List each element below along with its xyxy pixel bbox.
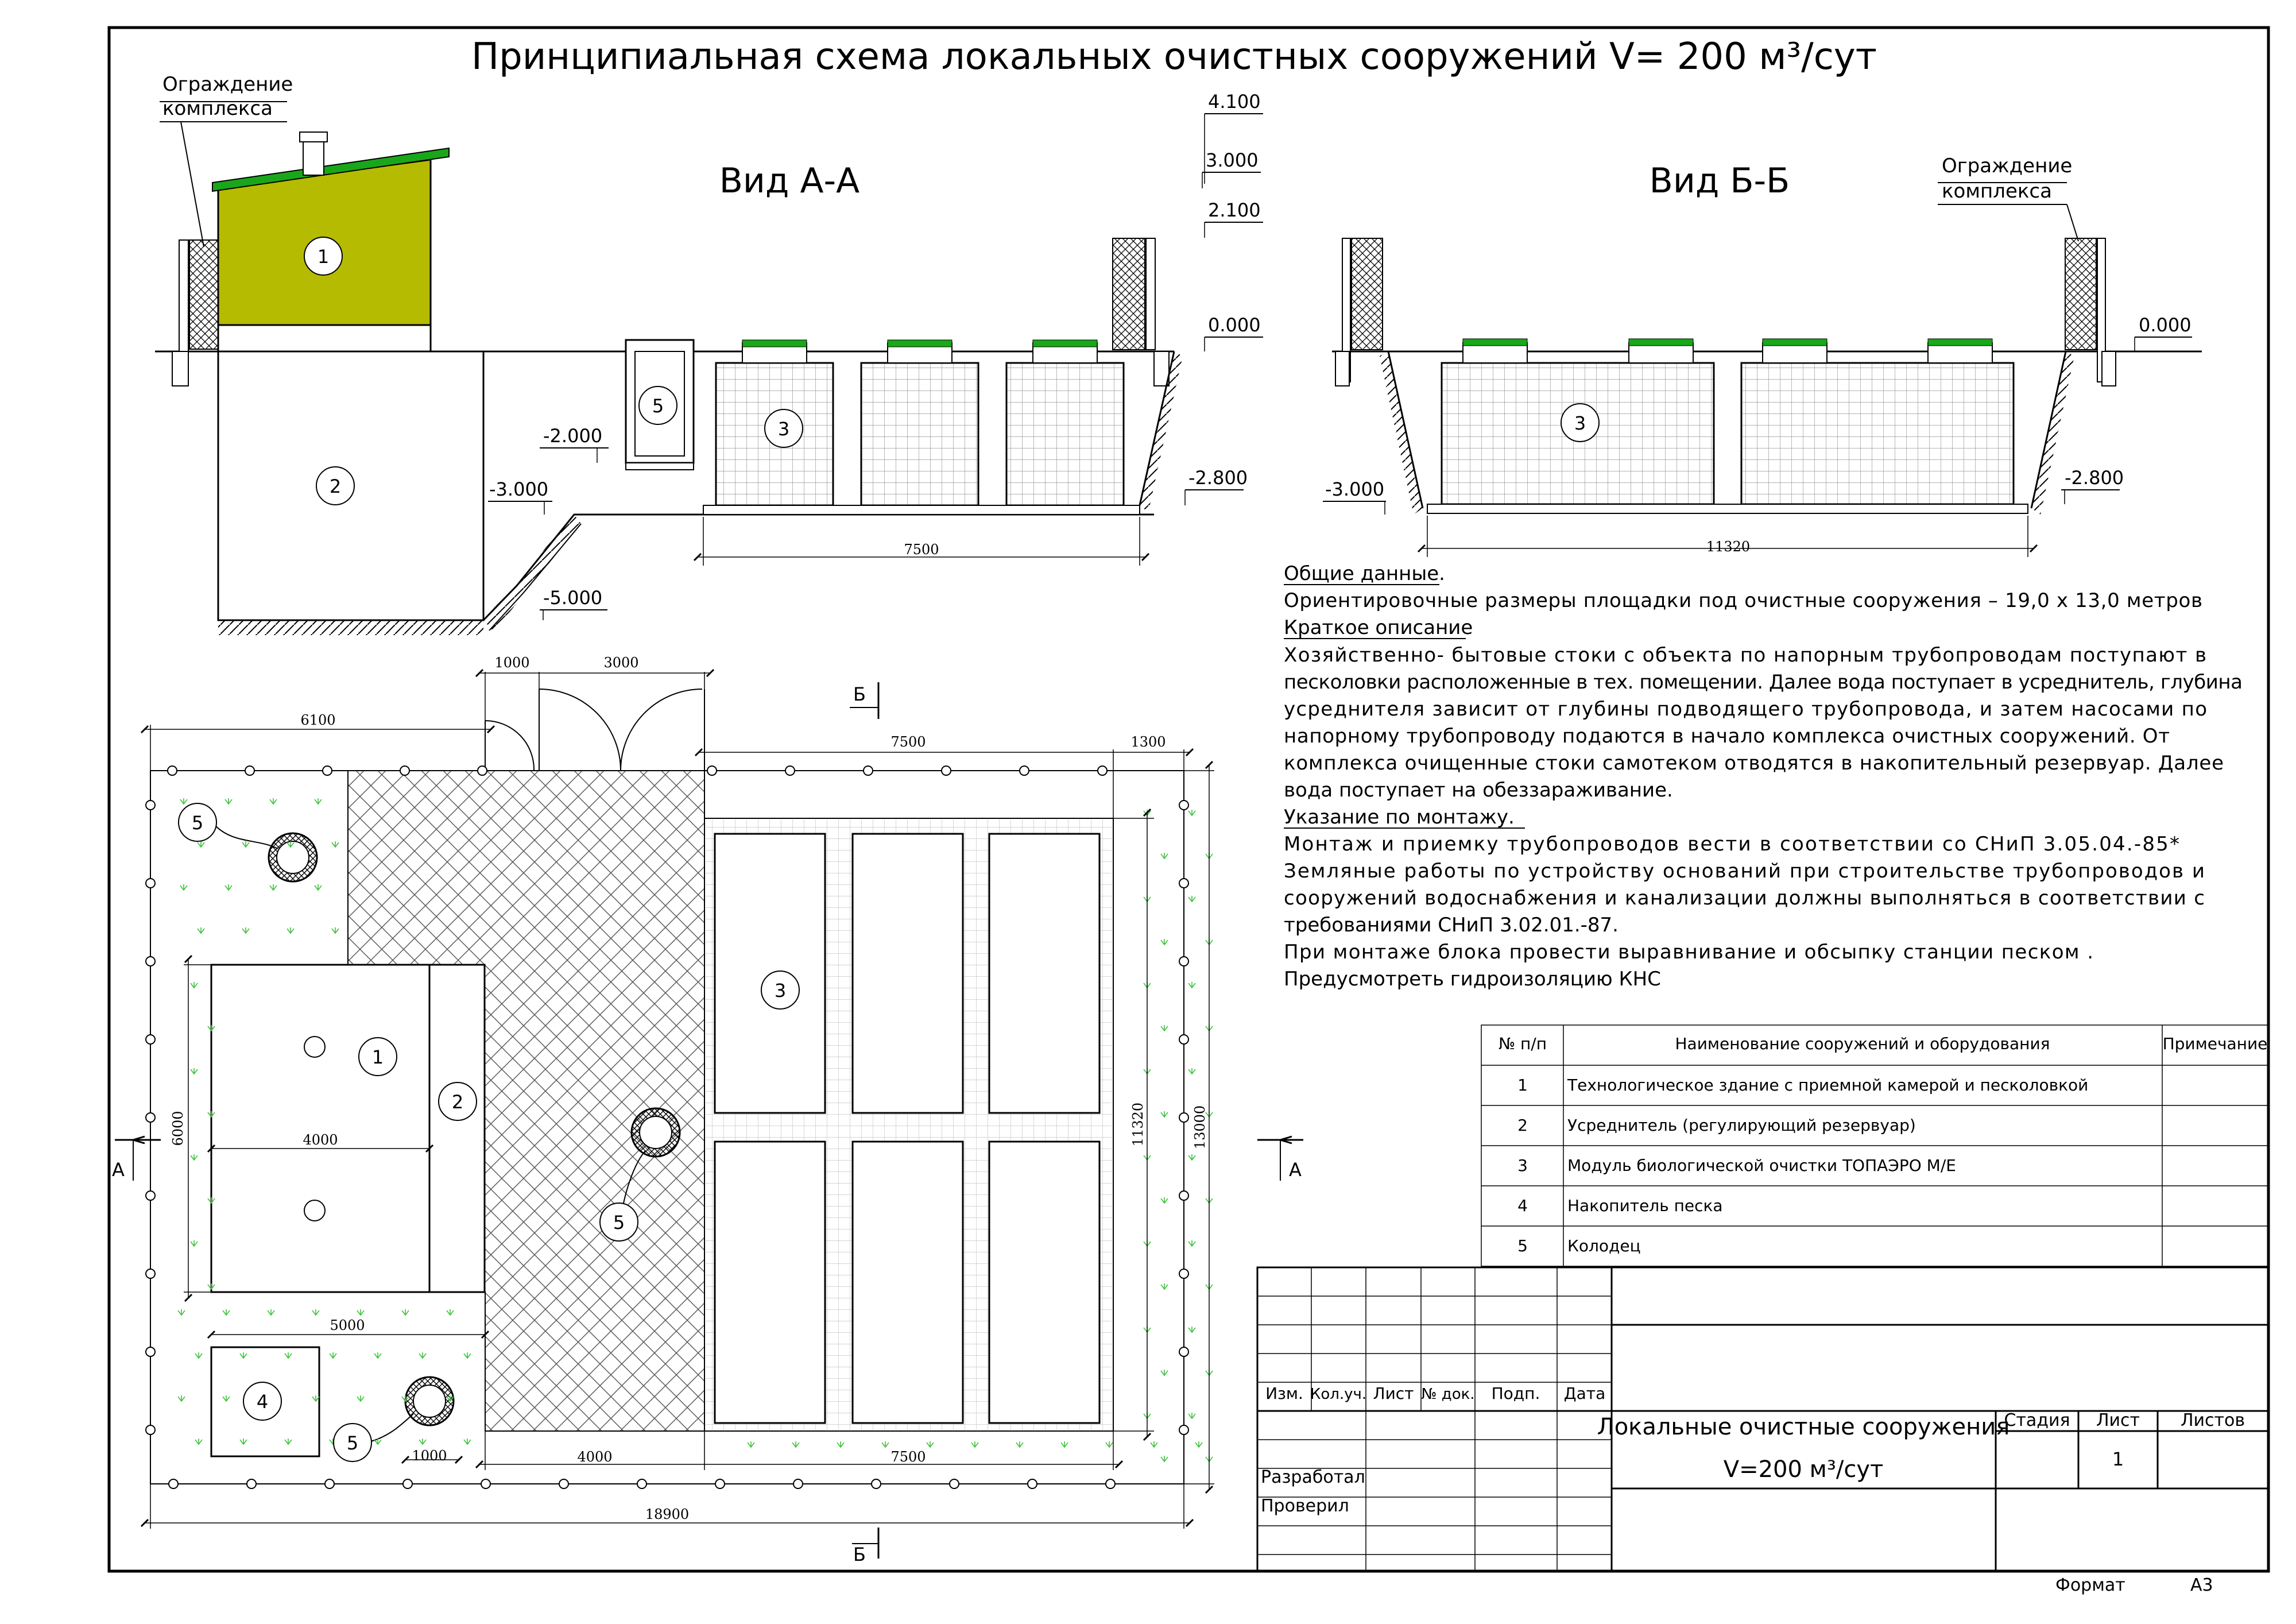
building-1-plan <box>211 965 485 1292</box>
plan-marker-5a <box>179 803 216 841</box>
module-base-slab <box>703 505 1140 515</box>
grass-mark <box>191 1240 198 1246</box>
fence-post <box>637 1479 646 1488</box>
grass-mark <box>1161 853 1168 859</box>
module-lid <box>742 340 807 347</box>
svg-text:5: 5 <box>191 812 204 834</box>
grass-mark <box>402 1309 409 1315</box>
format-value: А3 <box>2190 1575 2213 1595</box>
dim-4000-bldg: 4000 <box>303 1132 338 1148</box>
grass-mark <box>198 927 204 933</box>
mount-line: требованиями СНиП 3.02.01.-87. <box>1284 914 1619 937</box>
fence-post <box>1179 1191 1188 1200</box>
svg-text:3: 3 <box>774 980 787 1002</box>
module-base-slab-bb <box>1427 504 2028 513</box>
grass-mark <box>1188 1413 1195 1418</box>
spec-table <box>1481 1025 2268 1266</box>
fence-post <box>146 1347 155 1356</box>
tb-checked: Проверил <box>1261 1496 1349 1516</box>
svg-text:2: 2 <box>451 1091 464 1113</box>
grass-mark <box>374 1352 381 1358</box>
grass-mark <box>312 1309 319 1315</box>
fence-post <box>325 1479 334 1488</box>
dim-11320: 11320 <box>1130 1102 1146 1147</box>
notes-heading-mount: Указание по монтажу. <box>1284 806 1515 829</box>
grass-mark <box>330 1352 336 1358</box>
svg-text:3: 3 <box>777 418 790 440</box>
fence-post <box>245 766 254 775</box>
fence-post <box>323 766 332 775</box>
section-cut-a-left <box>112 1140 161 1181</box>
grass-mark <box>287 927 294 933</box>
fence-post <box>1028 1479 1037 1488</box>
fence-post <box>146 1269 155 1278</box>
view-bb-title: Вид Б-Б <box>1649 161 1790 201</box>
grass-mark <box>225 798 232 804</box>
svg-text:1: 1 <box>317 246 330 268</box>
svg-text:0.000: 0.000 <box>2139 314 2192 336</box>
tb-col-kolich: Кол.уч. <box>1310 1386 1367 1403</box>
svg-text:3: 3 <box>1574 412 1586 434</box>
grass-mark <box>198 841 204 847</box>
svg-text:-2.800: -2.800 <box>1188 467 1248 489</box>
spec-row-name: Накопитель песка <box>1567 1196 1723 1215</box>
grass-mark <box>882 1441 889 1447</box>
desc-line: комплекса очищенные стоки самотеком отводятся в накопительный резервуар. Далее <box>1284 752 2224 775</box>
dim-7500-top: 7500 <box>890 734 926 750</box>
grass-mark <box>1188 810 1195 815</box>
view-bb <box>1323 154 2202 557</box>
svg-text:А: А <box>112 1159 125 1181</box>
fence-label-bb-2: комплекса <box>1942 180 2052 203</box>
module-lid <box>1928 339 1992 346</box>
grass-mark <box>927 1441 934 1447</box>
dim-1000-top: 1000 <box>494 655 530 671</box>
fence-post <box>481 1479 490 1488</box>
view-aa-title: Вид А-А <box>719 161 860 201</box>
mount-line: Предусмотреть гидроизоляцию КНС <box>1284 968 1661 991</box>
spec-row-name: Технологическое здание с приемной камерой и песколовкой <box>1567 1076 2089 1095</box>
spec-row-name: Колодец <box>1567 1236 1641 1255</box>
grass-mark <box>1161 1283 1168 1289</box>
marker-aa-2 <box>316 467 354 505</box>
spec-row-no: 2 <box>1517 1116 1528 1135</box>
dim-7500-bottom: 7500 <box>890 1449 926 1465</box>
grass-mark <box>1106 1441 1113 1447</box>
module-lid <box>1463 339 1527 346</box>
fence-post <box>1179 1035 1188 1044</box>
level-marks-aa <box>488 91 1263 620</box>
desc-line: вода поступает на обеззараживание. <box>1284 779 1673 802</box>
fence-post <box>1098 766 1107 775</box>
fence-post <box>478 766 487 775</box>
module-3-bb-b <box>1741 363 2014 504</box>
grass-mark <box>242 841 249 847</box>
site-plan <box>112 655 1303 1565</box>
fence-post <box>1179 801 1188 810</box>
plan-marker-2 <box>439 1082 477 1120</box>
fence-post <box>146 1035 155 1044</box>
grass-mark <box>837 1441 844 1447</box>
tb-sheet: Лист <box>2096 1410 2140 1430</box>
grass-mark <box>464 1439 471 1444</box>
mount-line: сооружений водоснабжения и канализации должны выполняться в соответствии с <box>1284 887 2205 910</box>
grass-mark <box>223 1309 230 1315</box>
grass-mark <box>180 798 187 804</box>
fence-post <box>872 1479 881 1488</box>
grass-mark <box>1161 1025 1168 1031</box>
spec-row-no: 4 <box>1517 1196 1528 1215</box>
tb-sheets: Листов <box>2180 1410 2245 1430</box>
svg-text:А: А <box>1289 1159 1302 1181</box>
spec-row-no: 5 <box>1517 1236 1528 1255</box>
grass-mark <box>268 1309 274 1315</box>
grass-mark <box>178 1309 185 1315</box>
marker-aa-3 <box>765 409 803 447</box>
fence-post <box>1179 1113 1188 1122</box>
grass-mark <box>180 884 187 890</box>
svg-text:5: 5 <box>346 1432 359 1454</box>
dim-6100: 6100 <box>300 712 336 728</box>
desc-line: Хозяйственно- бытовые стоки с объекта по напорным трубопроводам поступают в <box>1284 644 2206 667</box>
plan-marker-1 <box>359 1038 397 1076</box>
section-cut-a-right <box>1257 1140 1303 1181</box>
grass-mark <box>270 884 277 890</box>
dim-aa-7500: 7500 <box>904 542 939 558</box>
fence-post <box>942 766 951 775</box>
fence-post <box>707 766 717 775</box>
notes-heading-general: Общие данные. <box>1284 562 1445 585</box>
svg-text:Б: Б <box>853 1544 866 1565</box>
marker-bb-3 <box>1561 404 1599 442</box>
grass-mark <box>1188 1068 1195 1074</box>
grass-mark <box>332 841 339 847</box>
dim-13000: 13000 <box>1192 1105 1208 1150</box>
grass-mark <box>195 1352 202 1358</box>
fence-label-aa-1: Ограждение <box>162 73 293 96</box>
tb-col-date: Дата <box>1563 1384 1606 1403</box>
svg-text:5: 5 <box>613 1212 625 1234</box>
fence-post <box>1179 1347 1188 1356</box>
fence-post <box>400 766 409 775</box>
dim-18900: 18900 <box>645 1506 690 1522</box>
fence-post <box>146 801 155 810</box>
tb-stage: Стадия <box>2004 1410 2070 1430</box>
svg-text:2: 2 <box>329 475 342 497</box>
dim-5000: 5000 <box>330 1317 365 1333</box>
plan-marker-3 <box>761 971 799 1009</box>
grass-mark <box>1161 1456 1168 1461</box>
grass-mark <box>191 982 198 988</box>
fence-post <box>1020 766 1029 775</box>
mount-line: Земляные работы по устройству оснований при строительстве трубопроводов и <box>1284 860 2205 883</box>
grass-mark <box>315 798 322 804</box>
svg-text:5: 5 <box>652 395 664 417</box>
svg-text:-2.800: -2.800 <box>2065 467 2124 489</box>
fence-post <box>169 1479 178 1488</box>
spec-row-no: 1 <box>1517 1076 1528 1095</box>
grass-mark <box>1188 1154 1195 1160</box>
grass-mark <box>191 1068 198 1074</box>
fence-post <box>146 879 155 888</box>
grass-mark <box>1188 1240 1195 1246</box>
grass-mark <box>270 798 277 804</box>
grass-mark <box>1195 1441 1202 1447</box>
dim-1000-bottom: 1000 <box>412 1448 447 1464</box>
svg-text:4.100: 4.100 <box>1208 91 1261 113</box>
fence-post <box>403 1479 412 1488</box>
svg-text:0.000: 0.000 <box>1208 314 1261 336</box>
grass-mark <box>225 884 232 890</box>
grass-mark <box>1188 982 1195 988</box>
grass-mark <box>195 1439 202 1444</box>
spec-header-no: № п/п <box>1498 1034 1547 1053</box>
module-lid <box>1629 339 1693 346</box>
title-block <box>1257 1267 2268 1571</box>
grass-mark <box>332 927 339 933</box>
grass-mark <box>447 1309 454 1315</box>
svg-text:2.100: 2.100 <box>1208 199 1261 221</box>
svg-text:Б: Б <box>853 683 866 705</box>
tb-col-doc: № док. <box>1421 1386 1475 1403</box>
fence-post <box>1179 879 1188 888</box>
spec-row-no: 3 <box>1517 1156 1528 1175</box>
fence-post <box>1106 1479 1115 1488</box>
fence-post <box>146 1425 155 1434</box>
plan-marker-5c <box>334 1424 371 1461</box>
grass-mark <box>748 1441 754 1447</box>
grass-mark <box>242 927 249 933</box>
grass-mark <box>1161 1111 1168 1117</box>
marker-aa-1 <box>304 237 342 275</box>
grass-mark <box>191 1154 198 1160</box>
tb-name-1: Локальные очистные сооружения <box>1597 1414 2010 1440</box>
fence-post <box>1179 1269 1188 1278</box>
tb-developed: Разработал <box>1261 1467 1365 1487</box>
dim-bb-11320: 11320 <box>1706 539 1751 555</box>
fence-post <box>1179 1425 1188 1434</box>
fence-post <box>785 766 795 775</box>
grass-mark <box>357 1395 364 1401</box>
svg-text:-3.000: -3.000 <box>1325 478 1385 500</box>
fence-post <box>864 766 873 775</box>
format-label: Формат <box>2055 1575 2125 1595</box>
grass-mark <box>357 1309 364 1315</box>
fence-label-aa-2: комплекса <box>162 97 273 120</box>
chimney <box>303 141 324 175</box>
svg-text:4: 4 <box>256 1391 269 1413</box>
tb-name-2: V=200 м³/сут <box>1723 1456 1884 1483</box>
fence-label-bb-1: Ограждение <box>1942 154 2073 177</box>
spec-row-name: Модуль биологической очистки ТОПАЭРО М/Е <box>1567 1156 1956 1175</box>
dim-6000: 6000 <box>170 1111 186 1146</box>
notes-heading-desc: Краткое описание <box>1284 616 1473 639</box>
grass-mark <box>1161 939 1168 945</box>
desc-line: усреднителя зависит от глубины подводящего трубопровода, и затем насосами по <box>1284 698 2207 721</box>
view-aa <box>155 73 1263 635</box>
module-lid <box>1763 339 1827 346</box>
grass-mark <box>178 1395 185 1401</box>
general-notes <box>1284 562 2243 991</box>
fence-post <box>168 766 177 775</box>
plan-marker-5b <box>600 1203 638 1241</box>
module-lid <box>1033 340 1097 347</box>
mount-line: Монтаж и приемку трубопроводов вести в соответствии со СНиП 3.05.04.-85* <box>1284 833 2179 856</box>
desc-line: песколовки расположенные в тех. помещении. Далее вода поступает в усреднитель, глубина <box>1284 671 2243 694</box>
module-lid <box>888 340 952 347</box>
grass-mark <box>315 884 322 890</box>
svg-text:1: 1 <box>371 1046 384 1068</box>
tb-sheet-no: 1 <box>2112 1448 2124 1470</box>
grass-mark <box>419 1439 426 1444</box>
fence-post <box>146 1191 155 1200</box>
module-3-c <box>1006 363 1124 505</box>
svg-text:-3.000: -3.000 <box>489 478 549 500</box>
plan-marker-4 <box>243 1382 281 1420</box>
tb-col-list: Лист <box>1373 1384 1414 1403</box>
grass-mark <box>419 1352 426 1358</box>
svg-text:3.000: 3.000 <box>1206 149 1259 171</box>
grass-mark <box>1161 1370 1168 1375</box>
grass-mark <box>1061 1441 1068 1447</box>
desc-line: напорному трубопроводу подаются в начало комплекса очистных сооружений. От <box>1284 725 2170 748</box>
grass-mark <box>792 1441 799 1447</box>
grass-mark <box>1161 1197 1168 1203</box>
fence-post <box>146 1113 155 1122</box>
marker-aa-5 <box>639 386 677 424</box>
drawing-title: Принципиальная схема локальных очистных сооружений V= 200 м³/сут <box>471 36 1877 78</box>
fence-post <box>146 957 155 966</box>
spec-header-name: Наименование сооружений и оборудования <box>1675 1034 2050 1053</box>
fence-post <box>793 1479 803 1488</box>
mount-line: При монтаже блока провести выравнивание и обсыпку станции песком . <box>1284 941 2093 964</box>
module-3-b <box>861 363 978 505</box>
fence-post <box>715 1479 725 1488</box>
fence-post <box>559 1479 568 1488</box>
section-cut-b-top <box>850 682 878 719</box>
svg-text:-2.000: -2.000 <box>543 425 603 447</box>
dim-1300: 1300 <box>1130 734 1166 750</box>
tb-col-sign: Подп. <box>1491 1384 1540 1403</box>
grass-mark <box>1188 896 1195 902</box>
spec-header-note: Примечание <box>2162 1034 2268 1053</box>
fence-post <box>247 1479 256 1488</box>
grass-mark <box>464 1352 471 1358</box>
section-cut-b-bottom <box>852 1528 878 1565</box>
fence-post <box>950 1479 959 1488</box>
grass-mark <box>971 1441 978 1447</box>
dim-4000-bottom: 4000 <box>577 1449 613 1465</box>
notes-site-size: Ориентировочные размеры площадки под очистные сооружения – 19,0 х 13,0 метров <box>1284 589 2202 612</box>
svg-text:-5.000: -5.000 <box>543 587 603 609</box>
fence-post <box>1179 957 1188 966</box>
grass-mark <box>1188 1327 1195 1332</box>
dim-3000: 3000 <box>603 655 639 671</box>
tb-col-izm: Изм. <box>1265 1384 1303 1403</box>
grass-mark <box>1151 1441 1157 1447</box>
grass-mark <box>1016 1441 1023 1447</box>
spec-row-name: Усреднитель (регулирующий резервуар) <box>1567 1116 1916 1135</box>
